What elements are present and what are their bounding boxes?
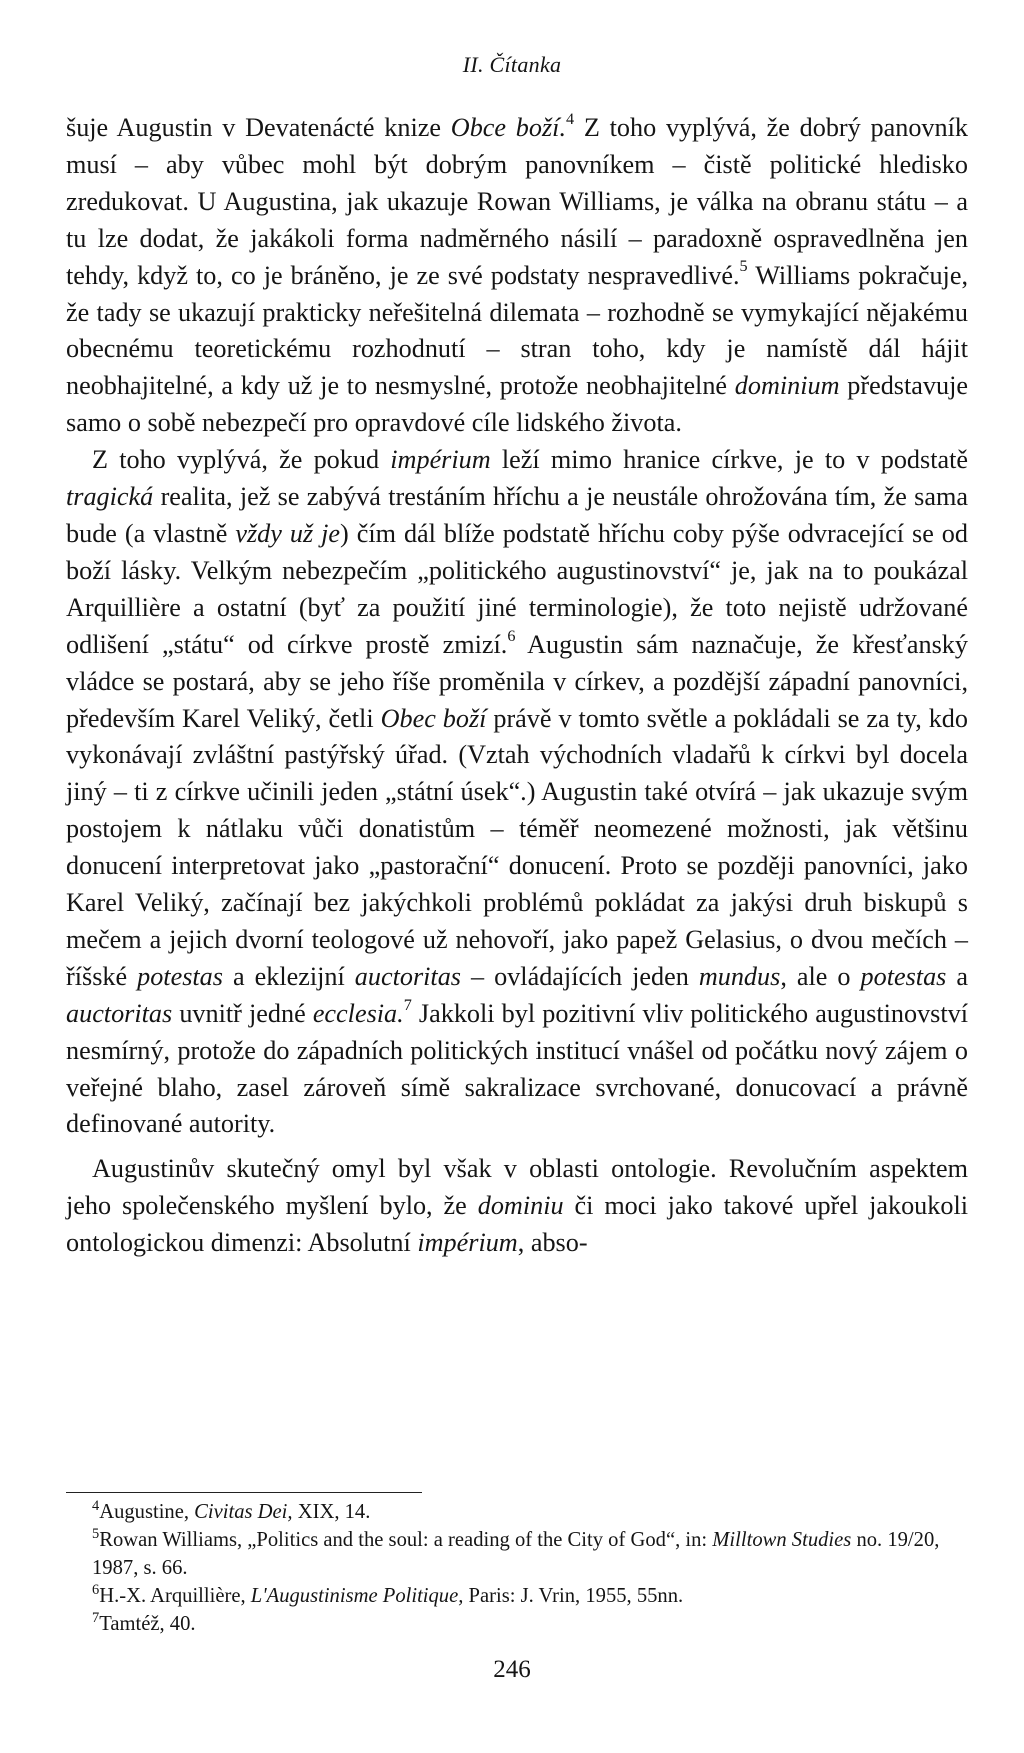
text-run: XIX, 14. bbox=[292, 1501, 371, 1523]
text-run: Z toho vyplývá, že pokud bbox=[92, 445, 391, 475]
footnotes bbox=[66, 1498, 968, 1638]
italic-run: auctoritas bbox=[354, 961, 461, 991]
text-run: představuje samo o sobě nebezpečí pro opravdové cíle lidského života. bbox=[66, 371, 968, 438]
footnote-ref: 4 bbox=[566, 109, 575, 128]
text-run: a eklezijní bbox=[222, 961, 355, 991]
text-run: uvnitř jedné bbox=[172, 998, 313, 1028]
text-run: Augustin sám naznačuje, že křesťanský vládce se postará, aby se jeho říše proměnila v církev, a pozdější západní panovníci, především Karel Veliký, četli bbox=[66, 629, 968, 733]
text-run: Augustinův skutečný omyl byl však v oblasti ontologie. Revolučním aspektem jeho společenského myšlení bylo, že bbox=[66, 1154, 968, 1221]
italic-run: dominium bbox=[734, 371, 840, 401]
text-run: ) čím dál blíže podstatě hříchu coby pýše odvracející se od boží lásky. Velkým nebezpečím „politického augustinovství“ je, jak na to poukázal Arquillière a ostatní (byť za použití jiné terminologie), že toto nejistě udržované odlišení „státu“ od církve prostě zmizí. bbox=[66, 518, 968, 659]
footnote-number: 6 bbox=[92, 1582, 100, 1599]
footnote-ref: 6 bbox=[507, 626, 516, 645]
text-run: , ale o bbox=[780, 961, 861, 991]
footnote bbox=[66, 1498, 968, 1526]
paragraph bbox=[66, 442, 968, 1143]
text-run: Williams pokračuje, že tady se ukazují prakticky neřešitelná dilemata – rozhodně se vymykající nějakému obecnému teoretickému rozhodnutí – stran toho, kdy je namístě dál hájit neobhajitelné, a kdy už je to nesmyslné, protože neobhajitelné bbox=[66, 260, 968, 401]
footnote bbox=[66, 1582, 968, 1610]
text-run: šuje Augustin v Devatenácté knize bbox=[66, 113, 451, 142]
italic-run: dominiu bbox=[477, 1191, 564, 1221]
text-run: Paris: J. Vrin, 1955, 55nn. bbox=[463, 1585, 684, 1607]
paragraph bbox=[66, 110, 968, 442]
italic-run: vždy už je bbox=[235, 518, 341, 548]
text-run: a bbox=[946, 961, 968, 991]
italic-run: impérium bbox=[390, 445, 491, 475]
footnote-number: 5 bbox=[92, 1526, 100, 1543]
text-run: právě v tomto světle a pokládali se za ty, kdo vykonávají zvláštní pastýřský úřad. (Vztah východních vladařů k církvi byl docela jiný – ti z církve učinili jeden „státní úsek“.) Augustin také otvírá – jak ukazuje svým postojem k nátlaku vůči donatistům – téměř neomezené možnosti, jak většinu donucení interpretovat jako „pastorační“ donucení. Proto se později panovníci, jako Karel Veliký, začínají bez jakýchkoli problémů pokládat za jakýsi druh biskupů s mečem a jejich dvorní teologové už nehovoří, jako papež Gelasius, o dvou mečích – říšské bbox=[66, 703, 968, 991]
text-run: , abso- bbox=[517, 1228, 588, 1258]
footnote-ref: 5 bbox=[739, 257, 748, 276]
italic-run: potestas bbox=[137, 961, 223, 991]
italic-run: potestas bbox=[860, 961, 947, 991]
text-run: Jakkoli byl pozitivní vliv politického augustinovství nesmírný, protože do západních politických institucí vnášel od počátku nový zájem o veřejné blaho, zasel zároveň símě sakralizace svrchované, donucovací a právně definované autority. bbox=[66, 998, 968, 1139]
italic-run: Civitas Dei, bbox=[194, 1501, 293, 1523]
text-run: Tamtéž, 40. bbox=[99, 1613, 196, 1635]
footnote-rule bbox=[66, 1492, 422, 1493]
running-head: II. Čítanka bbox=[462, 52, 562, 77]
text-run: H.-X. Arquillière, bbox=[99, 1585, 251, 1607]
paragraph bbox=[66, 1151, 968, 1262]
italic-run: ecclesia. bbox=[312, 998, 404, 1028]
italic-run: Milltown Studies bbox=[712, 1529, 852, 1551]
text-run: Z toho vyplývá, že dobrý panovník musí – aby vůbec mohl být dobrým panovníkem – čistě politické hledisko zredukovat. U Augustina, jak ukazuje Rowan Williams, je válka na obranu státu – a tu lze dodat, že jakákoli forma nadměrného násilí – paradoxně ospravedlněna jen tehdy, když to, co je bráněno, je ze své podstaty nespravedlivé. bbox=[66, 113, 968, 290]
text-run: leží mimo hranice církve, je to v podstatě bbox=[490, 445, 968, 475]
italic-run: tragická bbox=[66, 482, 154, 512]
text-run: no. 19/20, 1987, s. 66. bbox=[92, 1529, 940, 1579]
italic-run: Obce boží. bbox=[450, 113, 566, 142]
text-run: realita, jež se zabývá trestáním hříchu a je neustále ohrožována tím, že sama bude (a vlastně bbox=[66, 482, 968, 548]
text-run: – ovládajících jeden bbox=[461, 961, 699, 991]
text-run: Rowan Williams, „Politics and the soul: a reading of the City of God“, in: bbox=[99, 1529, 713, 1551]
footnote-number: 7 bbox=[92, 1610, 100, 1627]
footnote-number: 4 bbox=[92, 1498, 100, 1515]
italic-run: impérium bbox=[417, 1228, 518, 1258]
text-run: či moci jako takové upřel jakoukoli ontologickou dimenzi: Absolutní bbox=[66, 1191, 968, 1258]
page-number: 246 bbox=[493, 1656, 531, 1683]
italic-run: auctoritas bbox=[66, 998, 173, 1028]
text-run: Augustine, bbox=[99, 1501, 195, 1523]
italic-run: mundus bbox=[698, 961, 781, 991]
footnote bbox=[66, 1610, 968, 1638]
italic-run: L'Augustinisme Politique, bbox=[250, 1585, 464, 1607]
footnote bbox=[66, 1526, 968, 1582]
footnote-ref: 7 bbox=[403, 995, 412, 1014]
body-text bbox=[66, 110, 968, 1262]
italic-run: Obec boží bbox=[380, 703, 487, 733]
